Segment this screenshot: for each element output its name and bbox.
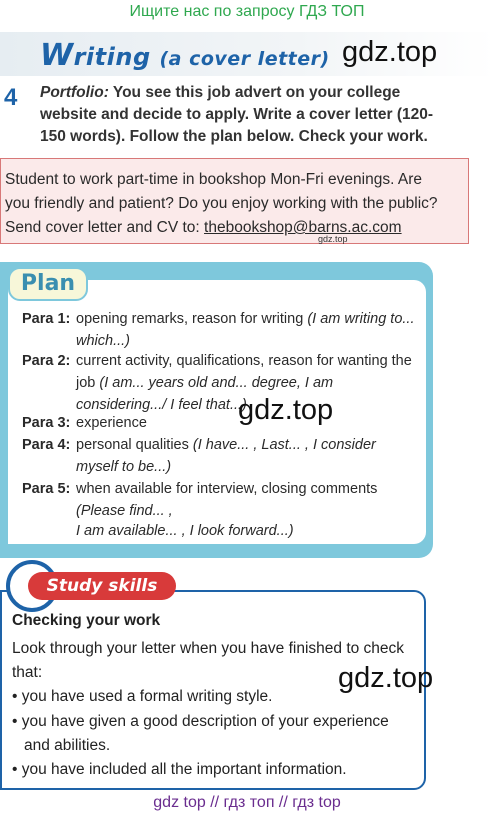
study-intro-2: that:: [12, 664, 43, 681]
para-label: Para 5:: [22, 481, 71, 497]
task-text: You see this job advert on your college website and decide to apply. Write a cover letter (120-150 words). Follow the plan below. Check your work.: [40, 84, 434, 145]
para-text: experience: [76, 415, 147, 431]
advert-line-3-prefix: Send cover letter and CV to:: [5, 219, 205, 236]
study-bullet-3: • you have included all the important information.: [12, 761, 347, 778]
plan-tab: Plan: [8, 267, 88, 301]
task-instructions: [40, 82, 440, 148]
title-initial: W: [40, 38, 74, 73]
title-rest: riting: [73, 43, 151, 71]
task-lead: Portfolio:: [40, 84, 109, 101]
watermark-bottom: gdz.top: [338, 662, 434, 694]
para-text: I am available... , I look forward...): [76, 523, 294, 539]
advert-line-1: Student to work part-time in bookshop Mon-Fri evenings. Are: [5, 171, 422, 188]
study-bullet-1: • you have used a formal writing style.: [12, 688, 273, 705]
para-label: Para 3:: [22, 415, 71, 431]
top-banner: Ищите нас по запросу ГДЗ ТОП: [129, 3, 365, 20]
study-skills-tab: Study skills: [28, 572, 176, 600]
para-text: opening remarks, reason for writing (I am writing to... which...): [76, 311, 415, 349]
watermark-top: gdz.top: [342, 36, 438, 68]
study-bullet-2: • you have given a good description of your experience: [12, 713, 389, 730]
title-subtitle: (a cover letter): [159, 48, 330, 70]
advert-line-2: you friendly and patient? Do you enjoy working with the public?: [5, 195, 438, 212]
study-bullet-2-continued: and abilities.: [24, 737, 111, 754]
task-number: 4: [4, 84, 18, 111]
job-advert: [0, 158, 469, 244]
para-label: Para 4:: [22, 437, 71, 453]
study-intro-1: Look through your letter when you have finished to check: [12, 640, 405, 657]
para-text: personal qualities (I have... , Last... , I consider myself to be...): [76, 437, 376, 475]
footer-watermark: gdz top // гдз топ // гдз top: [153, 794, 341, 811]
advert-line-3: [5, 216, 468, 240]
advert-email: thebookshop@barns.ac.com: [204, 219, 402, 236]
para-label: Para 1:: [22, 311, 71, 327]
study-heading: Checking your work: [12, 612, 161, 629]
para-label: Para 2:: [22, 353, 71, 369]
para-text: when available for interview, closing comments (Please find... ,: [76, 481, 378, 519]
para-text: current activity, qualifications, reason for wanting the job (I am... years old and... degree, I am considering.../ I feel that...): [76, 353, 412, 413]
section-title: [40, 38, 330, 73]
watermark-small: gdz.top: [318, 234, 348, 244]
watermark-middle: gdz.top: [238, 394, 334, 426]
